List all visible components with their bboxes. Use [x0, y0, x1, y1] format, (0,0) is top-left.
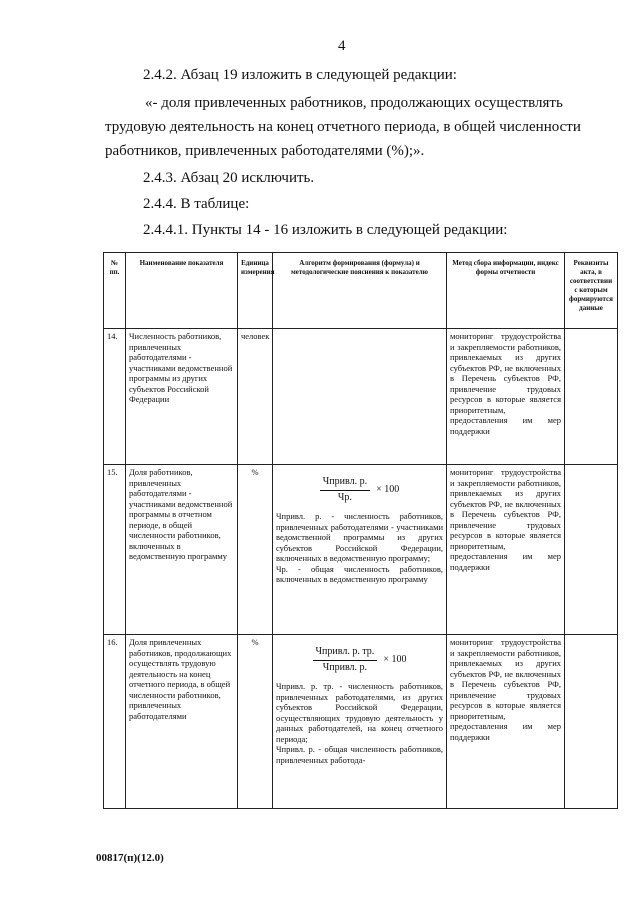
- row-reqs: [565, 465, 618, 635]
- row-unit: человек: [238, 329, 273, 465]
- formula-denominator: Чпривл. р.: [322, 661, 368, 673]
- row-algo: [273, 465, 447, 635]
- paragraph-quote: «- доля привлеченных работников, продолжающих осуществлять трудовую деятельность на конец отчетного периода, в общей численности работников, привлеченных работодателями (%);».: [105, 95, 581, 159]
- table-row: [104, 329, 618, 465]
- row-algo: [273, 635, 447, 809]
- header-method: Метод сбора информации, индекс формы отчетности: [447, 253, 565, 329]
- paragraph-2-4-4-1: 2.4.4.1. Пункты 14 - 16 изложить в следующей редакции:: [143, 222, 508, 238]
- formula-numerator: Чпривл. р. тр.: [313, 647, 378, 661]
- formula-definition: Чпривл. р. - общая численность работников, привлеченных работода-: [276, 744, 443, 765]
- row-num: 16.: [104, 635, 126, 809]
- paragraph-2-4-3: 2.4.3. Абзац 20 исключить.: [143, 170, 315, 186]
- fraction: [320, 477, 370, 503]
- indicators-table: [103, 252, 618, 809]
- formula-numerator: Чпривл. р.: [320, 477, 370, 491]
- header-num: № пп.: [104, 253, 126, 329]
- formula-multiplier: × 100: [383, 653, 407, 665]
- paragraph-2-4-2: 2.4.2. Абзац 19 изложить в следующей редакции:: [143, 67, 457, 83]
- formula-definition: Чр. - общая численность работников, включенных в ведомственную программу: [276, 563, 443, 584]
- row-num: 15.: [104, 465, 126, 635]
- formula-definition: Чпривл. р. тр. - численность работников, привлеченных работодателями, из других субъектов Российской Федерации, осуществляющих трудовую деятельность у данных работодателей, на конец отчетного периода;: [276, 681, 443, 744]
- row-method: мониторинг трудоустройства и закрепляемости работников, привлекаемых из других субъектов РФ, не включенных в Перечень субъектов РФ, привлечение трудовых ресурсов в которые является приоритетным, предоставления им мер поддержки: [447, 465, 565, 635]
- formula: [276, 647, 443, 673]
- row-name: Доля работников, привлеченных работодателями - участниками ведомственной программы в отчетном периоде, в общей численности работников, включенных в ведомственную программу: [126, 465, 238, 635]
- fraction: [313, 647, 378, 673]
- row-name: Доля привлеченных работников, продолжающих осуществлять трудовую деятельность на конец отчетного периода, в общей численности работников, привлеченных работодателями: [126, 635, 238, 809]
- header-algo: Алгоритм формирования (формула) и методологические пояснения к показателю: [273, 253, 447, 329]
- formula: [276, 477, 443, 503]
- header-unit: Единица измерения: [238, 253, 273, 329]
- row-unit: %: [238, 635, 273, 809]
- formula-denominator: Чр.: [337, 491, 352, 503]
- page-number: 4: [338, 38, 346, 54]
- row-name: Численность работников, привлеченных работодателями - участниками ведомственной программы из других субъектов Российской Федерации: [126, 329, 238, 465]
- row-num: 14.: [104, 329, 126, 465]
- row-reqs: [565, 635, 618, 809]
- document-code: 00817(п)(12.0): [96, 852, 164, 864]
- row-method: мониторинг трудоустройства и закрепляемости работников, привлекаемых из других субъектов РФ, не включенных в Перечень субъектов РФ, привлечение трудовых ресурсов в которые является приоритетным, предоставления им мер поддержки: [447, 635, 565, 809]
- row-method: мониторинг трудоустройства и закрепляемости работников, привлекаемых из других субъектов РФ, не включенных в Перечень субъектов РФ, привлечение трудовых ресурсов в которые является приоритетным, предоставления им мер поддержки: [447, 329, 565, 465]
- table-row: [104, 465, 618, 635]
- table-header-row: [104, 253, 618, 329]
- row-reqs: [565, 329, 618, 465]
- formula-definition: Чпривл. р. - численность работников, привлеченных работодателями - участниками ведомственной программы из других субъектов Российской Федерации, включенных в ведомственную программу;: [276, 511, 443, 563]
- formula-multiplier: × 100: [376, 483, 400, 495]
- header-name: Наименование показателя: [126, 253, 238, 329]
- row-unit: %: [238, 465, 273, 635]
- header-reqs: Реквизиты акта, в соответствии с которым формируются данные: [565, 253, 618, 329]
- table-row: [104, 635, 618, 809]
- row-algo: [273, 329, 447, 465]
- paragraph-2-4-4: 2.4.4. В таблице:: [143, 196, 250, 212]
